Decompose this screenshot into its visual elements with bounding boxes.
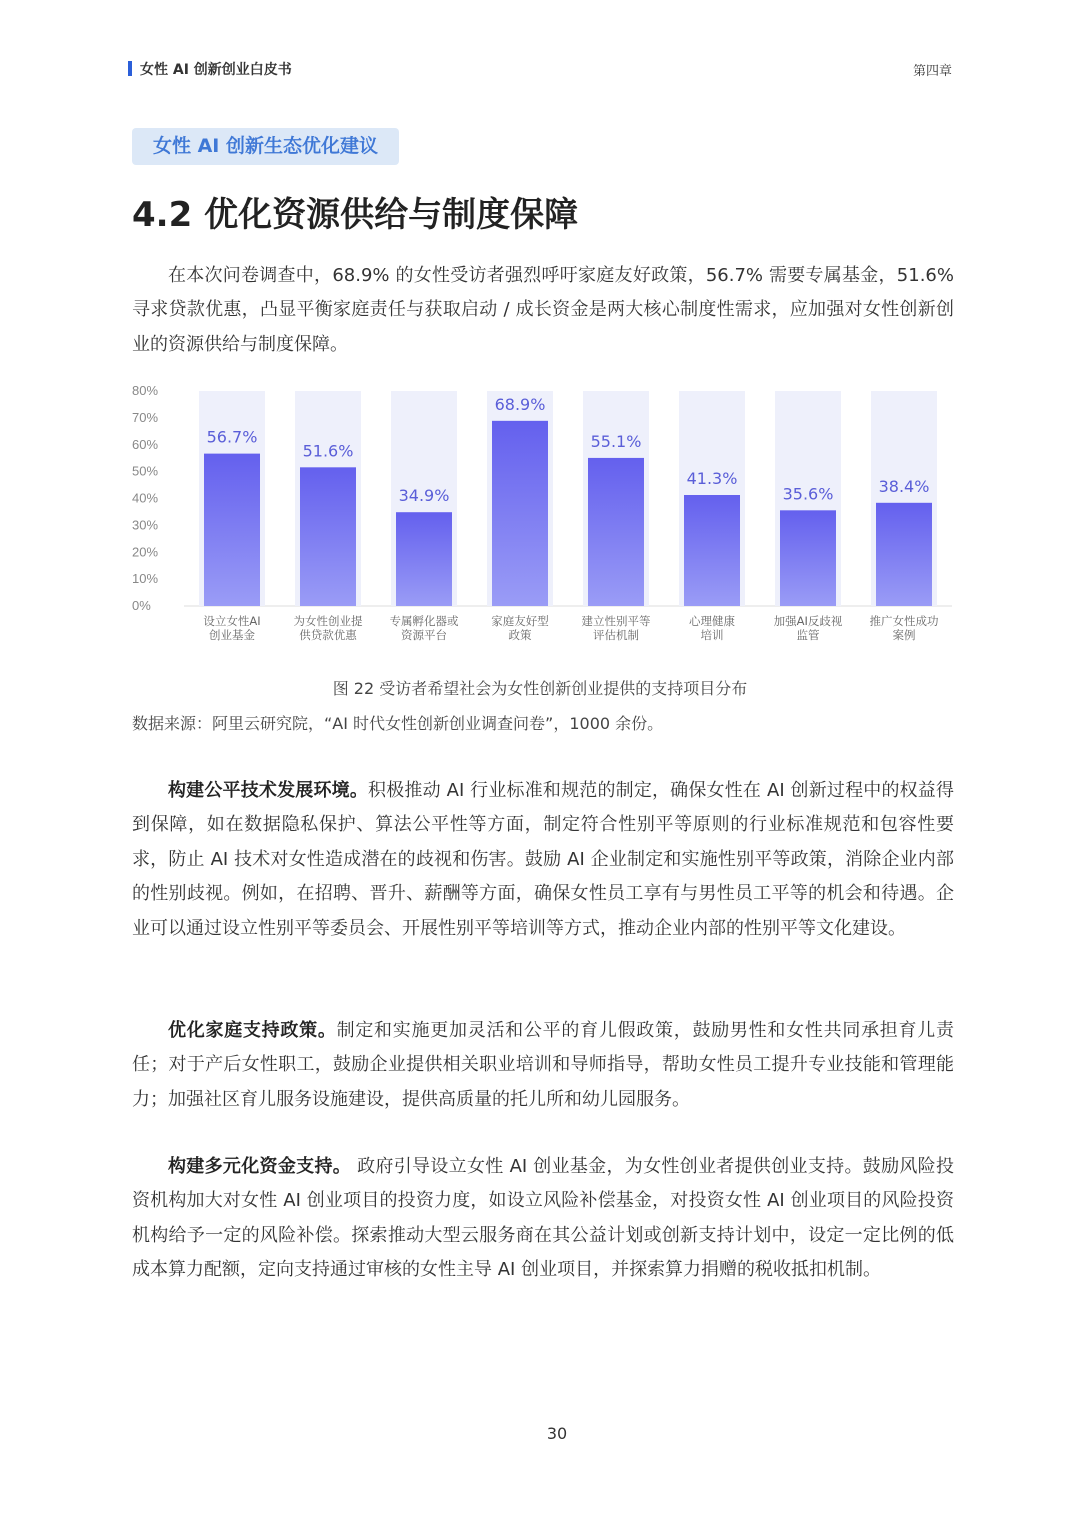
x-tick-label: 心理健康 [689,614,735,628]
y-tick-label: 40% [132,490,159,506]
y-tick-label: 30% [132,517,159,533]
x-tick-label: 培训 [700,628,724,642]
y-tick-label: 10% [132,571,159,587]
x-tick-label: 为女性创业提 [293,614,363,628]
y-tick-label: 0% [132,598,151,613]
data-label: 34.9% [398,486,450,506]
intro-paragraph: 在本次问卷调查中，68.9% 的女性受访者强烈呼吁家庭友好政策，56.7% 需要专属基金，51.6% 寻求贷款优惠，凸显平衡家庭责任与获取启动 / 成长资金是两大核心制度性需求，应加强对女性创新创业的资源供给与制度保障。 [132,265,954,355]
x-tick-label: 家庭友好型 [491,614,549,628]
x-tick-label: 推广女性成功 [869,614,939,628]
data-label: 55.1% [590,431,642,451]
x-tick-label: 评估机制 [593,628,639,642]
x-tick-label: 监管 [796,628,820,642]
figure-caption: 图 22 受访者希望社会为女性创新创业提供的支持项目分布 [332,679,748,698]
paragraph-body: 政府引导设立女性 AI 创业基金，为女性创业者提供创业支持。鼓励风险投资机构加大对女性 AI 创业项目的投资力度，如设立风险补偿基金，对投资女性 AI 创业项目的风险投资机构给予一定的风险补偿。探索推动大型云服务商在其公益计划或创新支持计划中，设定一定比例的低成本算力配额，定向支持通过审核的女性主导 AI 创业项目，并探索算力捐赠的税收抵扣机制。 [132,1156,954,1281]
bar [588,458,644,606]
header-accent-bar [128,61,132,76]
data-label: 56.7% [206,427,258,447]
x-tick-label: 建立性别平等 [581,614,651,628]
paragraph-lead: 构建多元化资金支持。 [168,1156,352,1177]
paragraph-body: 积极推动 AI 行业标准和规范的制定，确保女性在 AI 创新过程中的权益得到保障，如在数据隐私保护、算法公平性等方面，制定符合性别平等原则的行业标准规范和包容性要求，防止 AI 技术对女性造成潜在的歧视和伤害。鼓励 AI 企业制定和实施性别平等政策，消除企业内部的性别歧视。例如，在招聘、晋升、薪酬等方面，确保女性员工享有与男性员工平等的机会和待遇。企业可以通过设立性别平等委员会、开展性别平等培训等方式，推动企业内部的性别平等文化建设。 [132,780,954,939]
paragraph-body: 制定和实施更加灵活和公平的育儿假政策，鼓励男性和女性共同承担育儿责任；对于产后女性职工，鼓励企业提供相关职业培训和导师指导，帮助女性员工提升专业技能和管理能力；加强社区育儿服务设施建设，提供高质量的托儿所和幼儿园服务。 [132,1020,955,1110]
bar [300,467,356,606]
x-tick-label: 设立女性AI [203,614,261,628]
section-tag: 女性 AI 创新生态优化建议 [132,128,399,165]
data-label: 35.6% [782,484,834,504]
bar-chart [128,380,958,650]
bar [492,421,548,606]
paragraph-fair-tech-environment [132,774,954,946]
x-tick-label: 创业基金 [209,628,255,642]
page-header [128,58,952,80]
x-tick-label: 加强AI反歧视 [773,614,843,628]
data-label: 38.4% [878,476,930,496]
y-tick-label: 80% [132,383,159,398]
x-tick-label: 供贷款优惠 [299,628,357,642]
bar [204,454,260,606]
x-tick-label: 案例 [892,628,916,642]
bar [396,512,452,606]
x-tick-label: 资源平台 [401,628,447,642]
y-tick-label: 20% [132,544,159,560]
bar [780,510,836,606]
paragraph-lead: 优化家庭支持政策。 [168,1020,337,1041]
paragraph-diversified-funding [132,1150,954,1288]
y-tick-label: 60% [132,436,159,452]
y-tick-label: 70% [132,409,159,425]
header-chapter: 第四章 [912,64,952,79]
data-label: 41.3% [686,469,738,489]
x-tick-label: 政策 [508,628,532,642]
y-tick-label: 50% [132,463,159,479]
x-tick-label: 专属孵化器或 [389,614,459,628]
page-title: 4.2 优化资源供给与制度保障 [132,195,579,235]
bar [684,495,740,606]
paragraph-family-support [132,1014,954,1117]
data-label: 51.6% [302,441,354,461]
bar [876,503,932,606]
paragraph-lead: 构建公平技术发展环境。 [168,780,369,801]
data-label: 68.9% [494,394,546,414]
header-title: 女性 AI 创新创业白皮书 [140,62,292,78]
page-number: 30 [546,1424,568,1443]
data-source: 数据来源：阿里云研究院，“AI 时代女性创新创业调查问卷”，1000 余份。 [132,714,664,733]
